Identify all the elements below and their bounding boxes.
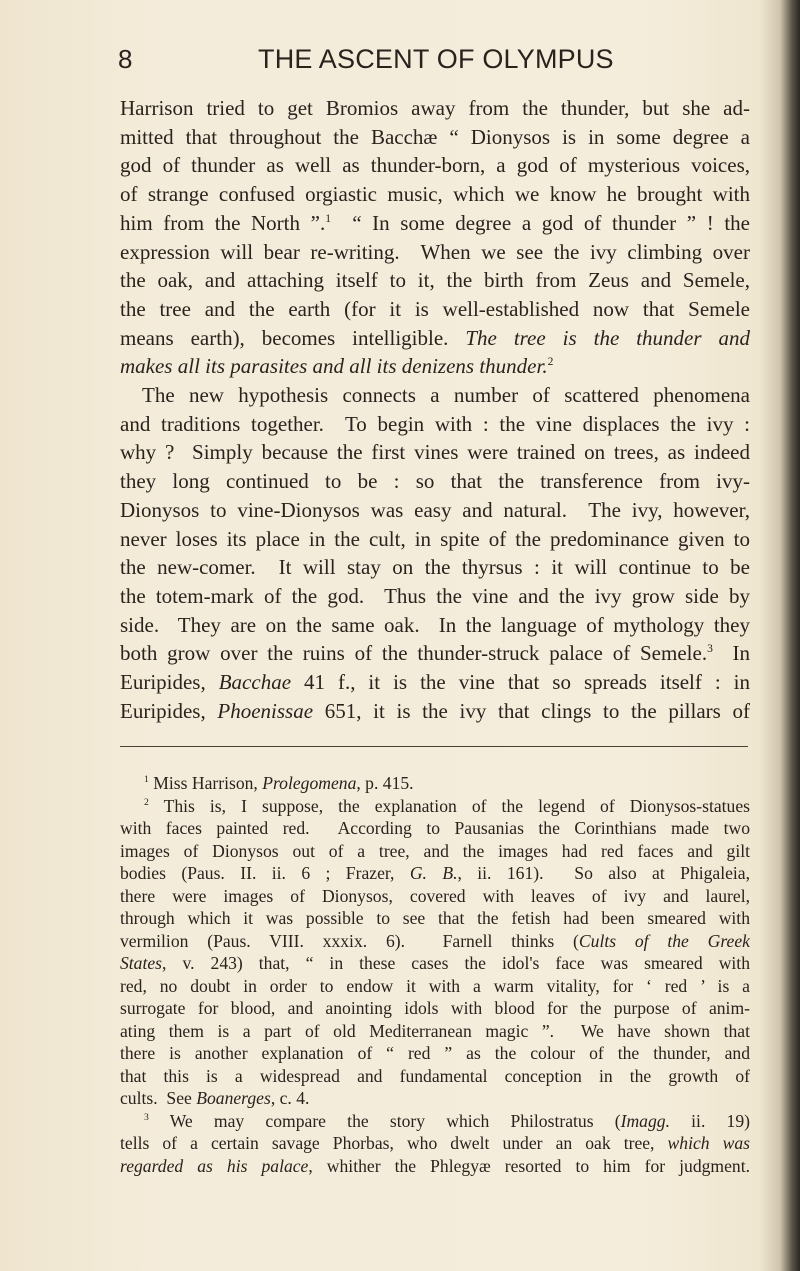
footnote-marker: 3 xyxy=(144,1111,149,1123)
text-run: there is another explanation of “ red ” as the colour of the thunder, and xyxy=(120,1043,750,1063)
text-run: cults. See xyxy=(120,1088,197,1108)
body-line xyxy=(120,526,750,552)
text-run: Dionysos to vine-Dionysos was easy and natural. The ivy, however, xyxy=(120,497,750,522)
page-number: 8 xyxy=(118,44,133,74)
footnote-marker: 1 xyxy=(144,774,149,786)
body-line xyxy=(120,554,750,580)
text-run: side. They are on the same oak. In the language of mythology they xyxy=(120,612,750,637)
text-run: mitted that throughout the Bacchæ “ Dionysos is in some degree a xyxy=(120,124,750,149)
text-run: Harrison tried to get Bromios away from the thunder, but she ad- xyxy=(120,96,750,120)
body-line xyxy=(120,669,750,695)
footnote-line xyxy=(120,1020,750,1042)
text-run: bodies (Paus. II. ii. 6 ; Frazer, xyxy=(120,863,410,883)
italic-text: Phoenissae xyxy=(217,698,314,723)
text-run: the totem-mark of the god. Thus the vine and the ivy grow side by xyxy=(120,583,750,608)
footnote-line xyxy=(120,862,750,884)
text-run: , whither the Phlegyæ resorted to him for judgment. xyxy=(308,1155,750,1176)
footnote-line xyxy=(120,817,750,839)
text-run: both grow over the ruins of the thunder-struck palace of Semele. xyxy=(120,641,708,666)
text-run: , v. 243) that, “ in these cases the idol's face was smeared with xyxy=(162,953,750,973)
body-line xyxy=(120,181,750,207)
body-line xyxy=(120,468,750,494)
body-line xyxy=(142,382,750,408)
body-line xyxy=(120,124,750,150)
text-run: god of thunder as well as thunder-born, a god of mysterious voices, xyxy=(120,153,750,178)
footnote-line xyxy=(120,885,750,907)
text-run: the oak, and attaching itself to it, the birth from Zeus and Semele, xyxy=(120,268,750,293)
italic-text: States xyxy=(120,953,163,973)
running-header xyxy=(118,44,750,78)
body-line xyxy=(120,267,750,293)
body-line xyxy=(120,353,750,379)
text-run: never loses its place in the cult, in spite of the predominance given to xyxy=(120,526,750,551)
body-line xyxy=(120,640,750,666)
body-line xyxy=(120,612,750,638)
text-run: there were images of Dionysos, covered with leaves of ivy and laurel, xyxy=(120,885,750,906)
body-line xyxy=(120,411,750,437)
italic-text: G. B. xyxy=(409,863,458,883)
text-run: images of Dionysos out of a tree, and the images had red faces and gilt xyxy=(120,840,750,861)
footnote-line xyxy=(144,1110,750,1132)
footnote-line xyxy=(144,795,750,817)
footnote-marker: 3 xyxy=(707,643,713,656)
text-run: This is, I suppose, the explanation of the legend of Dionysos-statues xyxy=(148,795,750,816)
text-run: tells of a certain savage Phorbas, who dwelt under an oak tree, xyxy=(120,1133,668,1153)
body-line xyxy=(120,152,750,178)
text-run: red, no doubt in order to endow it with a warm vitality, for ‘ red ’ is a xyxy=(120,975,750,996)
running-title: THE ASCENT OF OLYMPUS xyxy=(258,44,614,74)
footnote-marker: 1 xyxy=(325,212,331,225)
body-line xyxy=(120,296,750,322)
footnote-line xyxy=(120,952,750,974)
text-run: , ii. 161). So also at Phigaleia, xyxy=(457,863,750,883)
italic-text: which was xyxy=(667,1133,750,1153)
footnote-line xyxy=(120,975,750,997)
text-run: , p. 415. xyxy=(356,773,414,793)
footnote-line xyxy=(120,907,750,929)
text-run: they long continued to be : so that the transference from ivy- xyxy=(120,469,750,494)
footnote-marker: 2 xyxy=(547,356,554,369)
text-run: that this is a widespread and fundamental conception in the growth of xyxy=(120,1065,750,1086)
body-line xyxy=(120,583,750,609)
text-run: vermilion (Paus. VIII. xxxix. 6). Farnell thinks ( xyxy=(120,930,579,951)
body-line xyxy=(120,95,750,121)
body-line xyxy=(120,210,750,236)
italic-text: makes all its parasites and all its denizens thunder. xyxy=(120,354,548,379)
text-run: him from the North ”. xyxy=(120,210,326,235)
text-run: with faces painted red. According to Pausanias the Corinthians made two xyxy=(120,818,750,838)
footnote-line xyxy=(120,1087,750,1109)
text-run: expression will bear re-writing. When we see the ivy climbing over xyxy=(120,239,750,264)
italic-text: Boanerges xyxy=(196,1088,271,1108)
body-line xyxy=(120,325,750,351)
italic-text: The tree is the thunder and xyxy=(465,325,750,350)
text-run: 651, it is the ivy that clings to the pillars of xyxy=(313,698,750,723)
italic-text: regarded as his palace xyxy=(120,1155,309,1176)
footnote-line xyxy=(144,772,750,794)
text-run: the new-comer. It will stay on the thyrsus : it will continue to be xyxy=(120,555,750,580)
text-run: “ In some degree a god of thunder ” ! the xyxy=(330,210,750,235)
body-line xyxy=(120,698,750,724)
footnote-line xyxy=(120,1132,750,1154)
text-run: through which it was possible to see that the fetish had been smeared with xyxy=(120,908,750,928)
text-run: Euripides, xyxy=(120,670,219,694)
text-run: 41 f., it is the vine that so spreads itself : in xyxy=(291,670,751,694)
text-run: Miss Harrison, xyxy=(148,773,263,793)
footnote-line xyxy=(120,840,750,862)
text-run: the tree and the earth (for it is well-established now that Semele xyxy=(120,296,750,321)
footnote-line xyxy=(120,1065,750,1087)
italic-text: Bacchae xyxy=(218,670,292,694)
body-line xyxy=(120,439,750,465)
text-run: ii. 19) xyxy=(669,1110,750,1131)
footnote-marker: 2 xyxy=(144,796,149,808)
footnote-line xyxy=(120,1042,750,1064)
footnote-line xyxy=(120,997,750,1019)
footnote-line xyxy=(120,1155,750,1177)
italic-text: Imagg. xyxy=(620,1110,670,1131)
italic-text: Prolegomena xyxy=(262,773,357,793)
text-run: means earth), becomes intelligible. xyxy=(120,325,466,350)
text-run: why ? Simply because the first vines were trained on trees, as indeed xyxy=(120,440,750,465)
footnote-divider xyxy=(120,746,748,747)
text-run: and traditions together. To begin with : the vine displaces the ivy : xyxy=(120,411,750,436)
text-run: We may compare the story which Philostratus ( xyxy=(148,1110,621,1131)
text-run: , c. 4. xyxy=(270,1088,310,1108)
body-line xyxy=(120,239,750,265)
text-run: ating them is a part of old Mediterranean magic ”. We have shown that xyxy=(120,1020,750,1041)
text-run: Euripides, xyxy=(120,698,218,723)
text-run: The new hypothesis connects a number of scattered phenomena xyxy=(142,383,750,407)
text-run: In xyxy=(712,641,751,666)
footnote-line xyxy=(120,930,750,952)
text-run: of strange confused orgiastic music, which we know he brought with xyxy=(120,182,750,207)
text-run: surrogate for blood, and anointing idols with blood for the purpose of anim- xyxy=(120,998,750,1018)
body-line xyxy=(120,497,750,523)
italic-text: Cults of the Greek xyxy=(578,930,750,951)
